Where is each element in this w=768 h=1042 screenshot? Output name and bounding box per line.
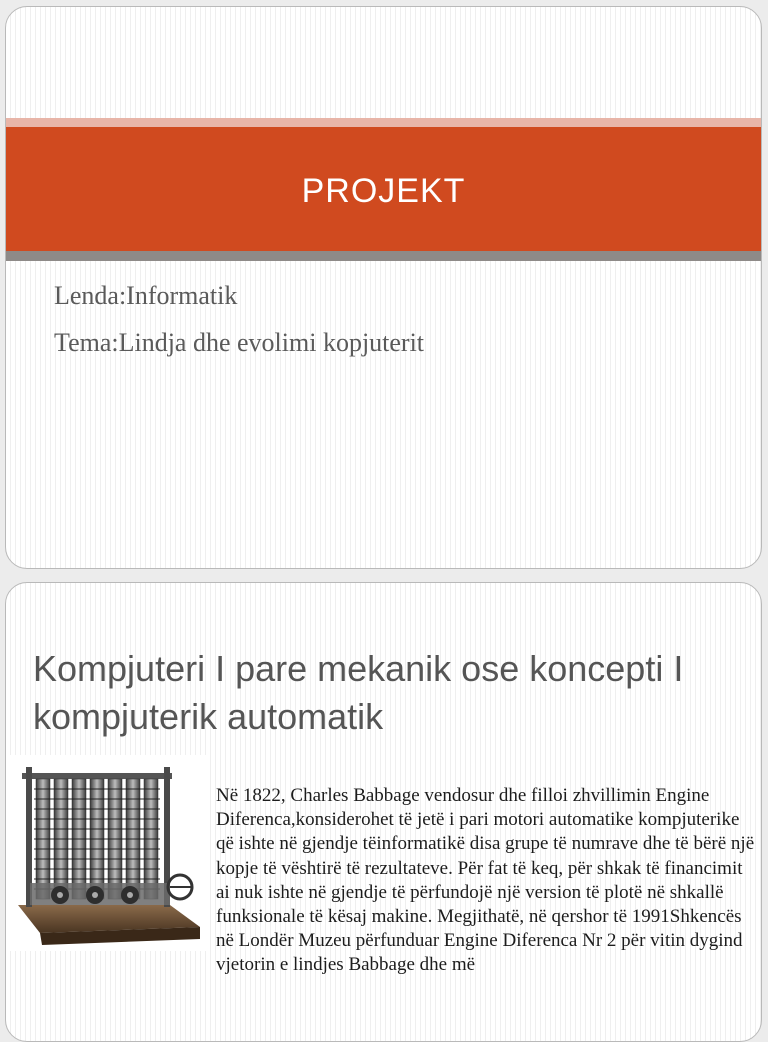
slide-title	[5, 6, 762, 569]
subject-line: Lenda:Informatik	[54, 281, 238, 310]
slide-content	[5, 582, 762, 1042]
topic-line: Tema:Lindja dhe evolimi kopjuterit	[54, 328, 425, 357]
title-band	[6, 127, 761, 251]
difference-engine-photo	[5, 755, 207, 951]
title-band-bottom-stripe	[6, 251, 761, 261]
title-band-top-stripe	[6, 118, 761, 127]
slide-heading: Kompjuteri I pare mekanik ose koncepti I kompjuterik automatik	[33, 648, 684, 737]
slide-title-text: PROJEKT	[301, 171, 466, 210]
body-paragraph: Në 1822, Charles Babbage vendosur dhe filloi zhvillimin Engine Diferenca,konsiderohet të jetë i pari motori automatike kompjuterike që ishte në gjendje tëinformatikë disa grupe të numrave dhe të bërë një kopje të vështirë të rezultateve. Për fat të keq, për shkak të financimit ai nuk ishte në gjendje të përfundojë një version të plotë në shkallë funksionale të kësaj makine. Megjithatë, në qershor të 1991Shkencës në Londër Muzeu përfunduar Engine Diferenca Nr 2 për vitin dygind vjetorin e lindjes Babbage dhe më	[216, 785, 755, 976]
difference-engine-illustration	[5, 755, 207, 951]
